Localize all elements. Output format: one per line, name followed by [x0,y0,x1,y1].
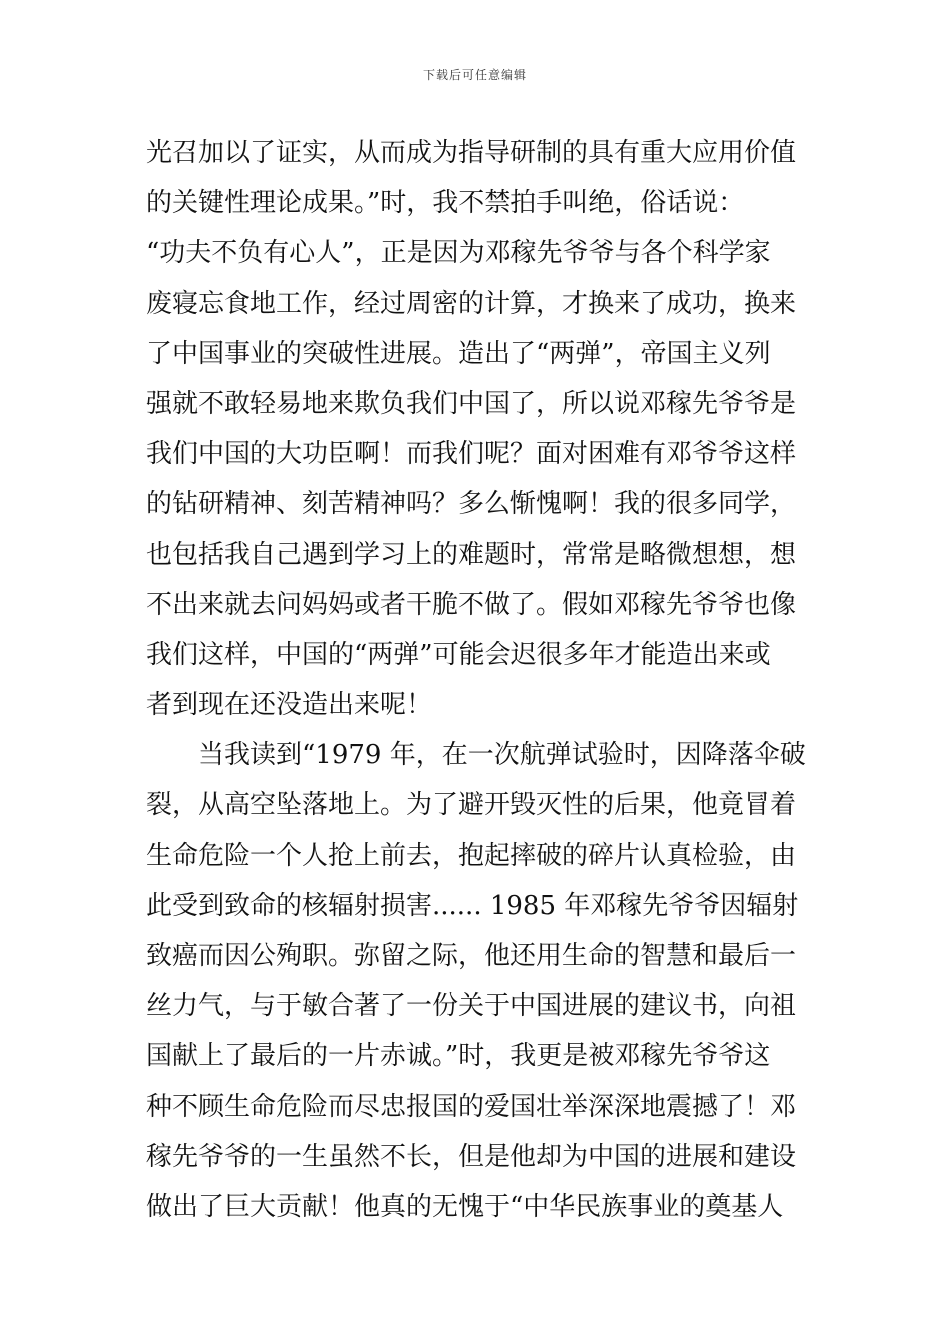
text-line: 此受到致命的核辐射损害...... 1985 年邓稼先爷爷因辐射 [146,890,799,921]
paragraph-start-line: 当我读到“1979 年，在一次航弹试验时，因降落伞破 [146,740,806,771]
text-line: 做出了巨大贡献！他真的无愧于“中华民族事业的奠基人 [146,1191,784,1222]
text-line: 不出来就去问妈妈或者干脆不做了。假如邓稼先爷爷也像 [146,589,797,620]
text-line: 稼先爷爷的一生虽然不长，但是他却为中国的进展和建设 [146,1141,797,1172]
text-line: 也包括我自己遇到学习上的难题时，常常是略微想想，想 [146,539,797,570]
text-line: 生命危险一个人抢上前去，抱起摔破的碎片认真检验，由 [146,840,797,871]
text-line: 丝力气，与于敏合著了一份关于中国进展的建议书，向祖 [146,991,797,1022]
text-line: 我们这样，中国的“两弹”可能会迟很多年才能造出来或 [146,639,771,670]
document-body [146,128,811,1232]
text-line: 种不顾生命危险而尽忠报国的爱国壮举深深地震撼了！邓 [146,1091,797,1122]
text-line: 我们中国的大功臣啊！而我们呢？面对困难有邓爷爷这样 [146,439,797,470]
text-line: 了中国事业的突破性进展。造出了“两弹”，帝国主义列 [146,338,771,369]
text-line: 光召加以了证实，从而成为指导研制的具有重大应用价值 [146,138,797,168]
text-line: 废寝忘食地工作，经过周密的计算，才换来了成功，换来 [146,288,797,319]
text-line: 国献上了最后的一片赤诚。”时，我更是被邓稼先爷爷这 [146,1041,771,1072]
text-line: 裂，从高空坠落地上。为了避开毁灭性的后果，他竟冒着 [146,790,797,821]
page-header: 下载后可任意编辑 [422,68,527,82]
text-line: 的钻研精神、刻苦精神吗？多么惭愧啊！我的很多同学， [146,489,797,520]
text-line: “功夫不负有心人”，正是因为邓稼先爷爷与各个科学家 [146,238,771,269]
text-line: 者到现在还没造出来呢！ [146,690,433,721]
text-line: 强就不敢轻易地来欺负我们中国了，所以说邓稼先爷爷是 [146,388,797,419]
text-line: 致癌而因公殉职。弥留之际，他还用生命的智慧和最后一 [146,941,797,971]
text-line: 的关键性理论成果。”时，我不禁拍手叫绝，俗话说： [146,188,745,219]
